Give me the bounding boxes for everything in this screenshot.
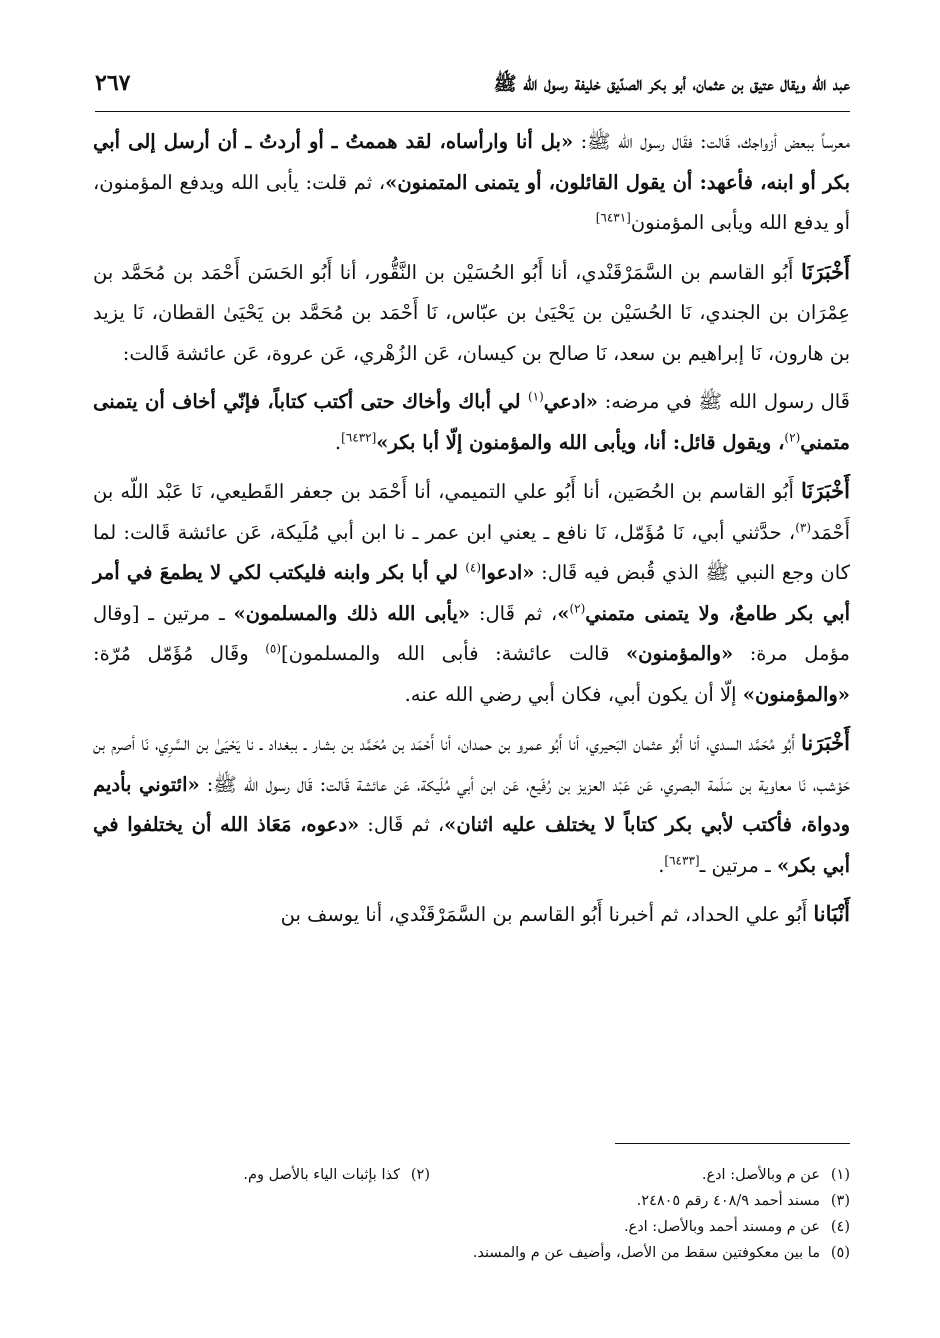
isnad-keyword: أَخْبَرَنا: [801, 730, 850, 755]
text-span: ، ثم قَال:: [359, 813, 445, 836]
footnote-row: [95, 1162, 850, 1188]
footnote-text: مسند أحمد ٤٠٨/٩ رقم ٢٤٨٠٥.: [636, 1193, 820, 1209]
text-span: .: [334, 430, 342, 454]
footnote-text: عن م وبالأصل: ادع.: [701, 1167, 820, 1183]
footnote-5: [473, 1240, 850, 1266]
footnote-marker: (١): [527, 389, 544, 404]
hadith-quote: «ائتوني بأديم ودواة، فأكتب لأبي بكر كتاباً لا يختلف عليه اثنان»: [93, 772, 851, 836]
footnote-marker: (٥): [265, 641, 282, 656]
hadith-quote: لي أبا بكر وابنه فليكتب لكي لا يطمعَ في أمر أبي بكر طامعٌ، ولا يتمنى متمني: [93, 561, 850, 625]
text-span: أَبُو مُحَمَّد السدي، أنا أَبُو عثمان البَحيري، أنا أَبُو عمرو بن حمدان، أنا أَحْمَد بن مُحَمَّد بن بشار ـ ببغداد ـ نا يَحْيَىٰ بن السَّرِي، نَا أصرم بن حَوْشب، نَا معاوية بن سَلَمة البصري، عَن عَبْد العزيز بن رُفَيع، عَن ابن أبي مُلَيكة، عَن عائشة قَالت: قَال رسول الله ﷺ:: [93, 732, 851, 796]
footnote-number: (٣): [830, 1193, 850, 1209]
footnote-rule: [615, 1143, 850, 1144]
paragraph-1: [93, 122, 850, 244]
text-span: ، ثم قلت: يأبى الله ويدفع المؤمنون، أو يدفع الله ويأبى المؤمنون: [93, 170, 850, 234]
hadith-quote: ، ويقول قائل: أنا، ويأبى الله والمؤمنون إلّا أبا بكر»: [376, 430, 785, 454]
text-span: أَبُو القاسم بن السَّمَرْقَنْدي، أنا أَبُو الحُسَيْن بن النَّقُّور، أنا أَبُو الحَسَن أَحْمَد بن مُحَمَّد بن عِمْرَان بن الجندي، نَا الحُسَيْن بن يَحْيَىٰ بن عبّاس، نَا أَحْمَد بن مُحَمَّد بن يَحْيَىٰ القطان، نَا يزيد بن هارون، نَا إبراهيم بن سعد، نَا صالح بن كيسان، عَن الزُهْري، عَن عروة، عَن عائشة قَالت:: [93, 260, 850, 365]
text-span: ، حدَّثني أبي، نَا مُؤَمّل، نَا نافع ـ يعني ابن عمر ـ نا ابن أبي مُلَيكة، عَن عائشة قَالت: لما كان وجع النبي ﷺ الذي قُبض فيه قَال:: [93, 520, 850, 584]
footnote-row: [95, 1188, 850, 1214]
hadith-quote: «والمؤمنون»: [625, 642, 734, 665]
footnote-number: (٢): [410, 1167, 430, 1183]
footnote-row: [95, 1214, 850, 1240]
footnote-2: [243, 1162, 450, 1188]
page-number: ٢٦٧: [95, 70, 131, 96]
footnote-number: (٤): [830, 1219, 850, 1235]
isnad-keyword: أَنْبَانا: [813, 901, 850, 926]
hadith-quote: «والمؤمنون»: [742, 682, 850, 706]
paragraph-2: [93, 252, 850, 375]
isnad-keyword: أَخْبَرَنَا: [801, 258, 850, 284]
hadith-quote: «دعوه، مَعَاذ الله أن يختلفوا في أبي بكر»: [93, 813, 850, 877]
footnote-marker: (٣): [795, 520, 812, 534]
isnad-keyword: أَخْبَرَنَا: [801, 478, 850, 503]
footnote-row: [95, 1240, 850, 1266]
footnotes: [95, 1162, 850, 1266]
hadith-number: [٦٤٣١]: [595, 210, 631, 225]
text-span: أَبُو القاسم بن الحُصَين، أنا أَبُو علي التميمي، أنا أَحْمَد بن جعفر القَطيعي، نَا عَبْد اللّه بن أَحْمَد: [93, 480, 850, 544]
footnote-number: (٥): [830, 1245, 850, 1261]
footnote-text: ما بين معكوفتين سقط من الأصل، وأضيف عن م والمسند.: [472, 1245, 820, 1261]
text-span: قالت عائشة: فأبى الله والمسلمون]: [281, 642, 626, 665]
text-span: قَال رسول الله ﷺ في مرضه:: [597, 390, 850, 413]
page-header: [95, 70, 850, 104]
text-span: .: [658, 853, 665, 877]
paragraph-4: [93, 471, 850, 715]
text-span: ، ثم قَال:: [470, 601, 558, 625]
footnote-marker: (٤): [465, 560, 482, 575]
text-span: ـ مرتين ـ: [699, 853, 777, 877]
text-span: أَبُو علي الحداد، ثم أخبرنا أَبُو القاسم بن السَّمَرْقَنْدي، أنا يوسف بن: [280, 903, 814, 926]
footnote-number: (١): [830, 1167, 850, 1183]
hadith-quote: «ادعوا: [481, 561, 535, 584]
main-text: [93, 122, 850, 944]
hadith-number: [٦٤٣٢]: [341, 430, 377, 444]
footnote-text: كذا بإثبات الياء بالأصل وم.: [243, 1167, 400, 1183]
hadith-quote: «ادعي: [543, 390, 598, 413]
footnote-1: [450, 1162, 850, 1188]
footnote-4: [624, 1214, 850, 1240]
footnote-text: عن م ومسند أحمد وبالأصل: ادع.: [623, 1219, 820, 1235]
paragraph-5: [93, 723, 850, 886]
text-span: وقَال مُؤَمّل مُرّة:: [93, 642, 266, 665]
header-rule: [95, 111, 850, 112]
text-span: معرساً ببعض أزواجك، قَالت: فقَال رسول الله ﷺ:: [573, 130, 851, 153]
paragraph-3: [93, 382, 850, 463]
text-span: ـ مرتين ـ [وقال مؤمل مرة:: [93, 601, 851, 665]
hadith-number: [٦٤٣٣]: [664, 853, 700, 867]
footnote-3: [637, 1188, 850, 1214]
text-span: إلّا أن يكون أبي، فكان أبي رضي الله عنه.: [404, 682, 743, 706]
footnote-marker: (٢): [784, 430, 801, 444]
paragraph-6: [93, 894, 850, 936]
hadith-quote: «يأبى الله ذلك والمسلمون»: [233, 601, 471, 625]
running-title: عبد الله ويقال عتيق بن عثمان، أبو بكر الصدّيق خليفة رسول الله ﷺ: [493, 73, 850, 95]
hadith-quote: »: [557, 601, 570, 625]
hadith-quote: لي أباك وأخاك حتى أكتب كتاباً، فإنّي أخاف أن يتمنى متمني: [93, 390, 850, 454]
footnote-marker: (٢): [569, 601, 586, 615]
hadith-quote: «بل أنا وارأساه، لقد هممتُ ـ أو أردتُ ـ أن أرسل إلى أبي بكر أو ابنه، فأعهد: أن يقول القائلون، أو يتمنى المتمنون»: [93, 130, 850, 194]
